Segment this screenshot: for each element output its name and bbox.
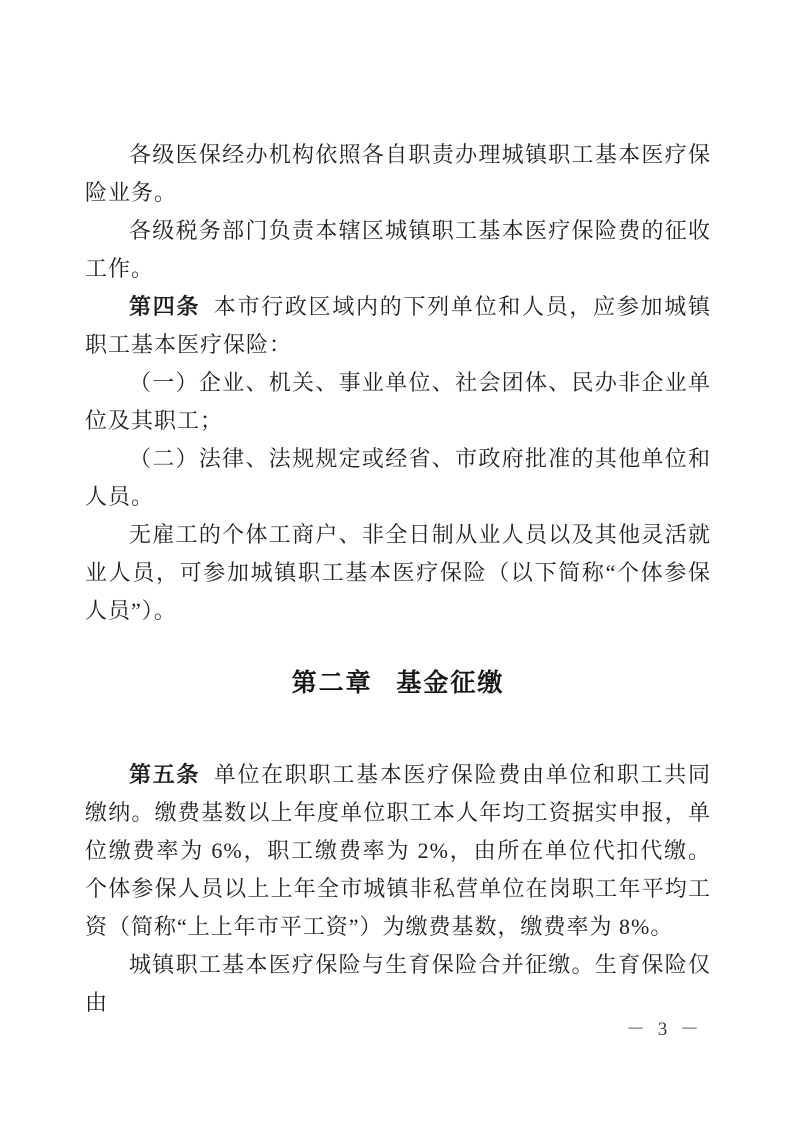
paragraph-tax-departments: 各级税务部门负责本辖区城镇职工基本医疗保险费的征收工作。 [85, 218, 711, 281]
chapter-2-heading [85, 664, 711, 702]
page-number: － 3 － [625, 1019, 703, 1040]
paragraph-item-1: （一）企业、机关、事业单位、社会团体、民办非企业单位及其职工； [85, 370, 711, 433]
article-4-text: 本市行政区域内的下列单位和人员，应参加城镇职工基本医疗保险： [85, 294, 711, 357]
article-5-text: 单位在职职工基本医疗保险费由单位和职工共同缴纳。缴费基数以上年度单位职工本人年均工资据实申报，单位缴费率为 6%，职工缴费率为 2%，由所在单位代扣代缴。个体参保人员以上上年全市城镇非私营单位在岗职工年平均工资（简称“上上年市平工资”）为缴费基数，缴费率为 8%。 [85, 762, 711, 939]
paragraph-article-5 [85, 756, 711, 946]
chapter-2-label: 第二章 [291, 669, 373, 697]
article-4-label: 第四条 [129, 294, 201, 319]
chapter-2-title: 基金征缴 [396, 669, 505, 697]
paragraph-maternity-insurance: 城镇职工基本医疗保险与生育保险合并征缴。生育保险仅由 [85, 952, 711, 1015]
paragraph-article-4 [85, 288, 711, 364]
paragraph-item-2: （二）法律、法规规定或经省、市政府批准的其他单位和人员。 [85, 446, 711, 509]
document-body [85, 136, 711, 1022]
article-5-label: 第五条 [129, 762, 201, 787]
paragraph-medical-agencies: 各级医保经办机构依照各自职责办理城镇职工基本医疗保险业务。 [85, 142, 711, 205]
paragraph-individual-participants: 无雇工的个体工商户、非全日制从业人员以及其他灵活就业人员，可参加城镇职工基本医疗保险（以下简称“个体参保人员”）。 [85, 522, 711, 623]
